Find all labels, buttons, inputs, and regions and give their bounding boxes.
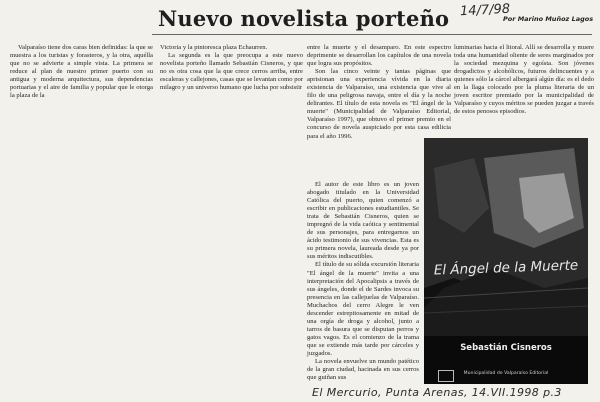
paragraph: El título de su sólida excursión literaria "El ángel de la muerte" invita a una interpretación del Apocalipsis a través de sus ángeles, donde el de Sardes invoca su presencia en las callejuelas de Valparaíso. Muchachos del cerro Alegre le ven descender estrepitosamente en mitad de una orgía de droga y alcohol, junto a tarros de basura que se disputan perros y gatos vagos. Es el comienzo de la trama que se extiende más tarde por cárceles y juzgados.: [307, 261, 419, 357]
paragraph: La segunda es la que preocupa a este nuevo novelista porteño llamado Sebastián Cisneros, y que no es otra cosa que la que crece cerros arriba, entre escaleras y callejones, casas que se levantan como por milagro y un universo humano que lucha por subsistir: [160, 52, 303, 92]
paragraph: Son las cinco veinte y tantas páginas que aprisionan una experiencia vívida en la diaria existencia de Valparaíso, una existencia que vive al filo de una peligrosa navaja, entre el día y la noche delirantes. El título de esta novela es "El ángel de la muerte" (Municipalidad de Valparaíso Editorial, Valparaíso 1997), que obtuvo el primer premio en el concurso de novela auspiciado por esta casa edilicia para el año 1996.: [307, 68, 451, 140]
byline: Por Marino Muñoz Lagos: [503, 15, 594, 23]
book-cover-image: [424, 138, 588, 384]
book-author: Sebastián Cisneros: [460, 343, 552, 353]
article-column-4: [454, 44, 594, 116]
paragraph: luminarias hacia el litoral. Allí se desarrolla y muere toda una humanidad oliente de seres marginados por la sociedad mezquina y egoísta. Son jóvenes drogadictos y alcohólicos, futuros delincuentes y a quienes sólo la cárcel albergará algún día: es el dedo en la llaga colocado por la pluma literaria de un joven escritor premiado por la municipalidad de Valparaíso y cuyos méritos se pueden juzgar a través de estos penosos episodios.: [454, 44, 594, 116]
book-title: El Ángel de la Muerte: [433, 257, 579, 279]
handwritten-source-note: El Mercurio, Punta Arenas, 14.VII.1998 p.3: [312, 386, 562, 399]
article-column-3-top: [307, 44, 451, 141]
paragraph: La novela envuelve un mundo patético de la gran ciudad, hacinada en sus cerros que guiñan sus: [307, 358, 419, 382]
paragraph: El autor de este libro es un joven abogado titulado en la Universidad Católica del puerto, quien comenzó a escribir en publicaciones estudiantiles. Se trata de Sebastián Cisneros, quien se impregnó de la vida caótica y sentimental de sus personajes, para entregarnos un ácido testimonio de sus vivencias. Esta es su primera novela, laureada desde ya por sus méritos indiscutibles.: [307, 181, 419, 261]
book-publisher: Municipalidad de Valparaíso Editorial: [463, 371, 549, 376]
paragraph: Valparaíso tiene dos caras bien definidas: la que se muestra a los turistas y forasteros, y la otra, aquélla que no se advierte a simple vista. La primera se reduce al plan de nuestro primer puerto con su antigua y moderna arquitectura, sus dependencias portuarias y el aire de familia y popular que le otorga la plaza de la: [10, 44, 153, 100]
headline-rule: [152, 34, 592, 35]
article-column-3-bottom: [307, 181, 419, 382]
article-column-2: [160, 44, 303, 92]
headline: Nuevo novelista porteño: [158, 6, 450, 31]
paragraph: Victoria y la pintoresca plaza Echaurren.: [160, 44, 268, 51]
paragraph: entre la muerte y el desamparo. En este espectro deprimente se desarrollan los capítulos de una novela que logra sus propósitos.: [307, 44, 451, 68]
article-column-1: [10, 44, 153, 100]
handwritten-date: 14/7/98: [459, 1, 511, 20]
